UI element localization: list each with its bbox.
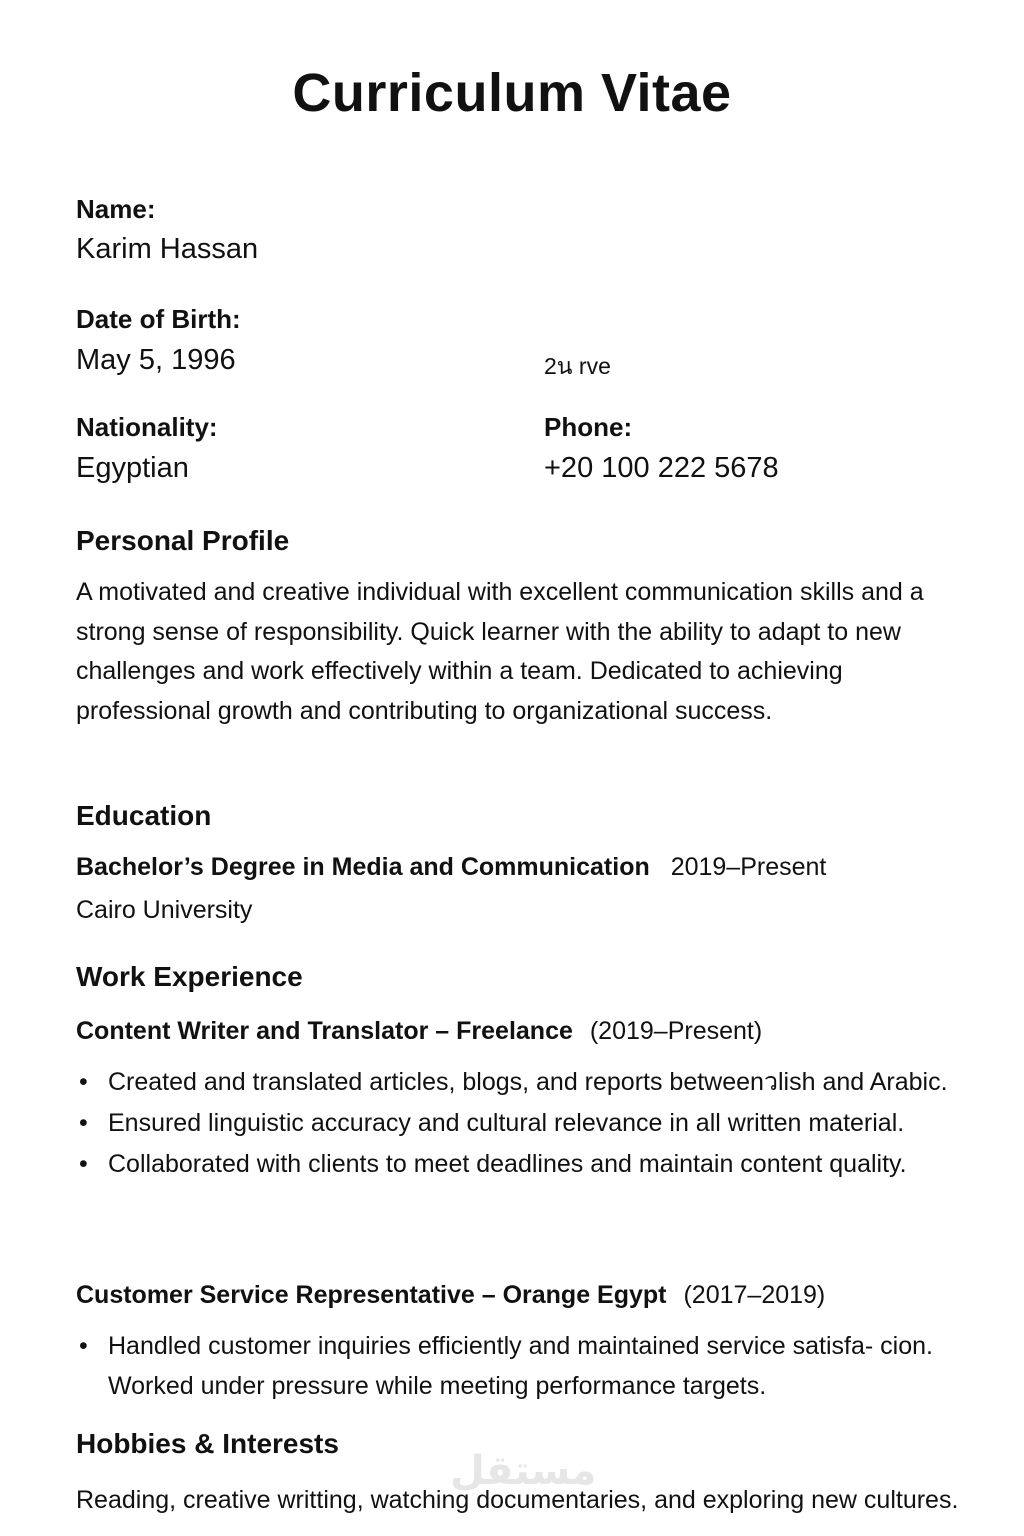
- profile-heading: Personal Profile: [76, 525, 290, 556]
- name-value: Karim Hassan: [76, 233, 259, 265]
- profile-text: A motivated and creative individual with excellent communication skills and a strong sense of responsibility. Quick learner with the ability to adapt to new challenges and work effectively within a team. Dedicated to achieving professional growth and contributing to organizational success.: [76, 578, 924, 725]
- bullet-text: Created and translated articles, blogs, and reports betweenวlish and Arabic.: [108, 1068, 948, 1096]
- phone-label: Phone:: [544, 412, 633, 442]
- bullet-dot: •: [79, 1068, 88, 1096]
- job-header: [76, 1017, 762, 1046]
- education-period: 2019–Present: [670, 853, 827, 881]
- name-label: Name:: [76, 194, 156, 224]
- job-period: (2017–2019): [683, 1281, 826, 1309]
- degree-title: Bachelor’s Degree in Media and Communication: [76, 853, 650, 881]
- education-entry: [76, 853, 826, 882]
- bullet-text: Collaborated with clients to meet deadlines and maintain content quality.: [108, 1150, 907, 1178]
- bullet-dot: •: [79, 1109, 88, 1137]
- job-period: (2019–Present): [589, 1017, 763, 1045]
- list-item: [76, 1144, 1006, 1184]
- hobbies-heading: Hobbies & Interests: [76, 1428, 339, 1459]
- watermark-logo: مستقل: [450, 1448, 597, 1494]
- page-title: Curriculum Vitae: [292, 63, 732, 123]
- garbled-text: 2น rve: [544, 353, 611, 379]
- job-title: Content Writer and Translator – Freelance: [76, 1017, 573, 1045]
- job-header: [76, 1281, 825, 1310]
- job-bullets: [76, 1326, 1006, 1407]
- nationality-value: Egyptian: [76, 452, 189, 484]
- job-bullets: [76, 1062, 1006, 1185]
- bullet-dot: •: [79, 1150, 88, 1178]
- list-item: [76, 1103, 1006, 1143]
- nationality-label: Nationality:: [76, 412, 218, 442]
- education-heading: Education: [76, 800, 212, 831]
- job-title: Customer Service Representative – Orange Egypt: [76, 1281, 667, 1309]
- education-institution: Cairo University: [76, 896, 253, 924]
- bullet-text: Handled customer inquiries efficiently and maintained service satisfa- cion. Worked under pressure while meeting performance targets.: [108, 1332, 933, 1400]
- hobbies-text: Reading, creative writting, watching documentaries, and exploring new cultures.: [76, 1486, 959, 1514]
- bullet-text: Ensured linguistic accuracy and cultural relevance in all written material.: [108, 1109, 905, 1137]
- dob-label: Date of Birth:: [76, 304, 241, 334]
- bullet-dot: •: [79, 1332, 88, 1360]
- list-item: [76, 1326, 1006, 1406]
- phone-value: +20 100 222 5678: [544, 452, 779, 484]
- list-item: [76, 1062, 1006, 1102]
- work-heading: Work Experience: [76, 961, 303, 992]
- dob-value: May 5, 1996: [76, 344, 236, 376]
